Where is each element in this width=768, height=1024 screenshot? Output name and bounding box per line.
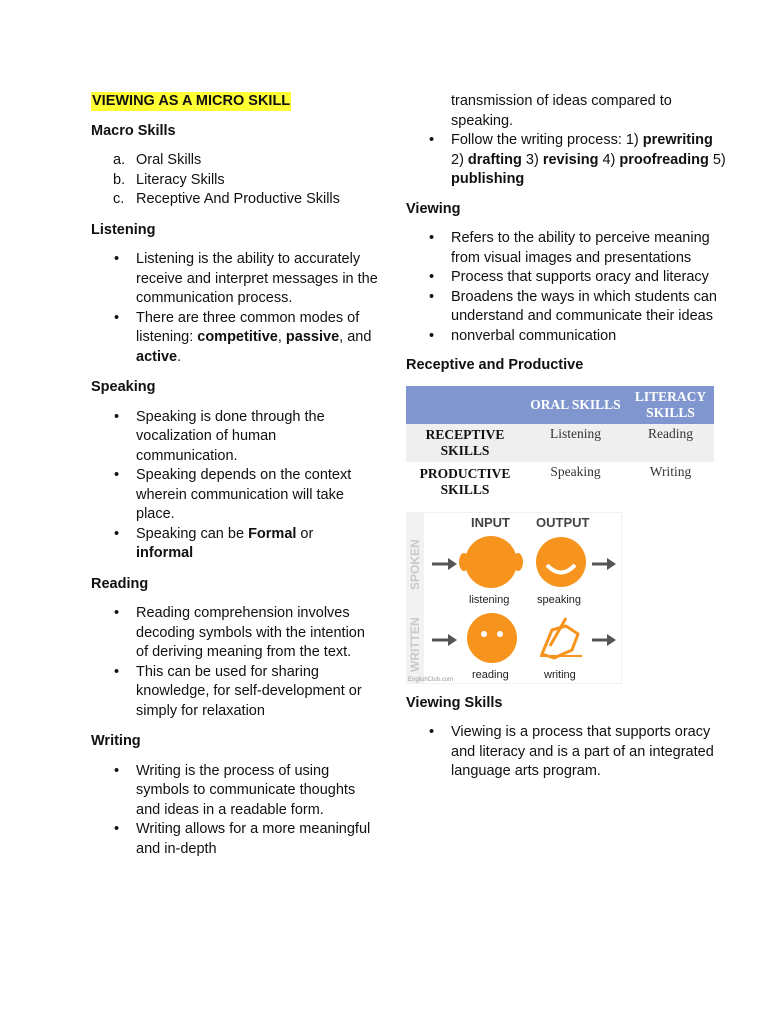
- table-row-header: RECEPTIVE SKILLS: [406, 424, 524, 462]
- document-title: VIEWING AS A MICRO SKILL: [92, 93, 291, 109]
- writing-heading: Writing: [91, 733, 141, 749]
- list-item: • nonverbal communication: [406, 327, 726, 347]
- written-label: WRITTEN: [408, 616, 422, 672]
- writing-list-continued: [406, 92, 726, 190]
- list-item-continued: [406, 92, 726, 131]
- list-item: [91, 190, 381, 210]
- text-run: There are three common modes of listening:: [136, 309, 360, 345]
- list-item: • Refers to the ability to perceive meaning from visual images and presentations: [406, 229, 726, 268]
- credit-text: EnglishClub.com: [408, 676, 454, 683]
- list-item: [406, 131, 726, 190]
- macro-skills-heading: Macro Skills: [91, 122, 176, 139]
- list-item: • Reading comprehension involves decoding symbols with the intention of deriving meaning from the text.: [91, 604, 381, 663]
- text-run: Follow the writing process: 1): [451, 132, 643, 148]
- table-header-cell: ORAL SKILLS: [524, 386, 627, 424]
- list-item: • Broadens the ways in which students can understand and communicate their ideas: [406, 288, 726, 327]
- input-output-figure: [406, 512, 622, 684]
- list-marker: a.: [113, 152, 126, 168]
- speaking-caption: speaking: [537, 593, 582, 606]
- table-cell: Writing: [627, 462, 714, 502]
- table-header-cell: LITERACY SKILLS: [627, 386, 714, 424]
- table-row-header: PRODUCTIVE SKILLS: [406, 462, 524, 502]
- list-item-text: Literacy Skills: [136, 171, 225, 188]
- bold-term: drafting: [467, 151, 522, 168]
- skills-table: [406, 386, 714, 502]
- text-run: .: [177, 348, 182, 365]
- text-run: Speaking can be: [136, 525, 249, 542]
- table-header-row: [406, 386, 714, 424]
- list-item: • Process that supports oracy and literacy: [406, 268, 726, 288]
- list-item: • This can be used for sharing knowledge, for self-development or simply for relaxation: [91, 663, 381, 722]
- text-run: 3): [521, 151, 543, 168]
- list-item-text: Oral Skills: [136, 152, 202, 168]
- list-item: • Speaking depends on the context wherein communication will take place.: [91, 466, 381, 525]
- list-item: [91, 151, 381, 171]
- reading-caption: reading: [472, 668, 509, 681]
- table-row: [406, 462, 714, 502]
- list-marker: b.: [113, 171, 126, 188]
- right-column: [406, 92, 726, 782]
- text-run: 4): [598, 151, 620, 168]
- bold-term: revising: [542, 151, 599, 168]
- list-item: • Viewing is a process that supports oracy and literacy and is a part of an integrated language arts program.: [406, 723, 726, 782]
- input-label: INPUT: [471, 514, 510, 530]
- speaking-list: [91, 408, 381, 564]
- list-item: [91, 309, 381, 368]
- bold-term: informal: [136, 545, 194, 561]
- text-run: , and: [339, 329, 372, 345]
- receptive-productive-heading: Receptive and Productive: [406, 357, 584, 373]
- skills-diagram: [406, 512, 622, 684]
- reading-list: [91, 604, 381, 721]
- text-run: transmission of ideas compared to speaking.: [451, 93, 672, 129]
- viewing-heading: Viewing: [406, 200, 461, 217]
- output-label: OUTPUT: [536, 514, 590, 530]
- list-item: [91, 525, 381, 564]
- bold-term: prewriting: [642, 132, 713, 148]
- list-marker: c.: [113, 191, 125, 207]
- table-cell: Listening: [524, 424, 627, 462]
- bold-term: active: [136, 348, 178, 365]
- macro-skills-list: [91, 151, 381, 210]
- listening-list: [91, 250, 381, 367]
- viewing-skills-heading: Viewing Skills: [406, 694, 503, 711]
- text-run: or: [296, 525, 314, 542]
- list-item: • Writing is the process of using symbols to communicate thoughts and ideas in a readable form.: [91, 762, 381, 821]
- bold-term: passive: [285, 329, 340, 345]
- writing-list: [91, 762, 381, 860]
- smiling-face-icon: [536, 537, 586, 587]
- list-item: [91, 171, 381, 191]
- table-cell: Speaking: [524, 462, 627, 502]
- list-item: • Writing allows for a more meaningful and in-depth: [91, 820, 381, 859]
- table-row: [406, 424, 714, 462]
- listening-caption: listening: [469, 593, 510, 606]
- text-run: 2): [451, 151, 468, 168]
- reading-face-icon: [467, 613, 517, 663]
- speaking-heading: Speaking: [91, 379, 156, 395]
- bold-term: Formal: [248, 525, 297, 542]
- bold-term: publishing: [451, 171, 525, 187]
- table-cell: Reading: [627, 424, 714, 462]
- table-corner-cell: [406, 386, 524, 424]
- list-item: • Listening is the ability to accurately receive and interpret messages in the communication process.: [91, 250, 381, 309]
- list-item-text: Receptive And Productive Skills: [136, 191, 340, 207]
- text-run: 5): [708, 151, 726, 168]
- viewing-skills-list: [406, 723, 726, 782]
- bold-term: competitive: [197, 329, 278, 345]
- writing-caption: writing: [544, 668, 576, 681]
- listening-heading: Listening: [91, 221, 156, 238]
- left-column: [91, 92, 381, 859]
- reading-heading: Reading: [91, 575, 149, 592]
- viewing-list: [406, 229, 726, 346]
- list-item: • Speaking is done through the vocalization of human communication.: [91, 408, 381, 467]
- text-run: ,: [277, 329, 286, 345]
- bold-term: proofreading: [619, 151, 709, 168]
- spoken-label: SPOKEN: [408, 538, 422, 590]
